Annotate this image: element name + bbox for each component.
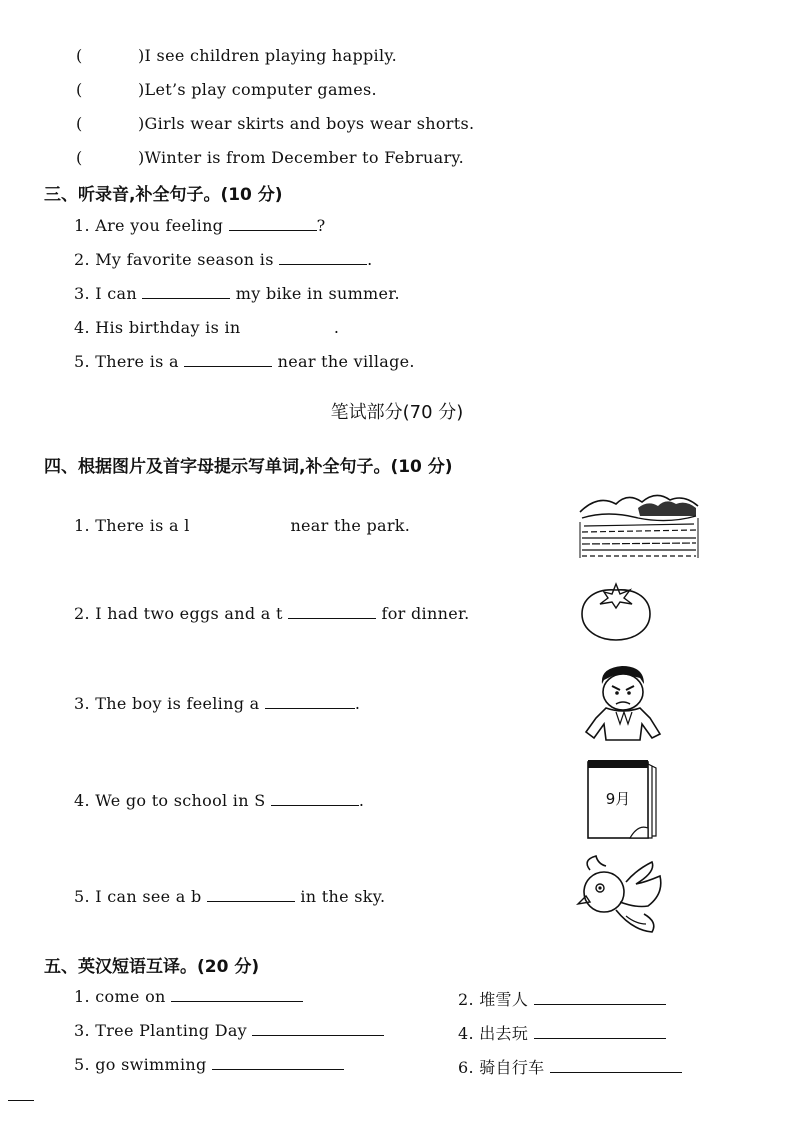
- answer-blank[interactable]: [252, 1021, 384, 1036]
- answer-blank[interactable]: [195, 516, 285, 531]
- tf-item-text: I see children playing happily.: [144, 46, 397, 65]
- tf-item: [76, 80, 377, 99]
- picture-item: [74, 604, 470, 623]
- answer-blank[interactable]: [207, 887, 295, 902]
- answer-bracket-open[interactable]: (: [76, 46, 83, 65]
- item-text-end: near the village.: [277, 352, 415, 371]
- calendar-icon: [580, 758, 662, 842]
- item-text-end: in the sky.: [300, 887, 386, 906]
- answer-bracket-close: ): [138, 114, 145, 133]
- written-part-title: 笔试部分(70 分): [330, 402, 464, 423]
- tf-item: [76, 148, 464, 167]
- answer-blank[interactable]: [534, 1024, 666, 1039]
- answer-blank[interactable]: [550, 1058, 682, 1073]
- answer-bracket-close: ): [138, 148, 145, 167]
- listening-item: [74, 318, 339, 337]
- angry-boy-icon: [582, 662, 668, 744]
- phrase-item: [458, 1021, 666, 1044]
- answer-blank[interactable]: [265, 694, 355, 709]
- phrase-item: [458, 1055, 682, 1078]
- answer-bracket-close: ): [138, 46, 145, 65]
- tomato-icon: [578, 580, 654, 644]
- listening-item: [74, 352, 415, 371]
- listening-item: [74, 250, 373, 269]
- answer-blank[interactable]: [184, 352, 272, 367]
- item-text-end: ?: [316, 216, 326, 235]
- tf-item: [76, 114, 474, 133]
- section4-heading: 四、根据图片及首字母提示写单词,补全句子。(10 分): [44, 457, 453, 477]
- item-text: 4. We go to school in S: [74, 791, 266, 810]
- picture-item: [74, 791, 364, 810]
- picture-item: [74, 887, 385, 906]
- item-text: 2. I had two eggs and a t: [74, 604, 283, 623]
- picture-item: [74, 516, 410, 535]
- answer-blank[interactable]: [271, 791, 359, 806]
- answer-bracket-open[interactable]: (: [76, 148, 83, 167]
- phrase-item: [74, 1055, 344, 1074]
- answer-blank[interactable]: [279, 250, 367, 265]
- item-text: 1. There is a l: [74, 516, 190, 535]
- section3-heading: 三、听录音,补全句子。(10 分): [44, 185, 283, 205]
- item-text-end: near the park.: [290, 516, 411, 535]
- phrase-item: [74, 987, 303, 1006]
- answer-blank[interactable]: [534, 990, 666, 1005]
- listening-item: [74, 216, 326, 235]
- item-text-end: .: [333, 318, 340, 337]
- answer-bracket-open[interactable]: (: [76, 80, 83, 99]
- item-text-end: for dinner.: [381, 604, 470, 623]
- phrase-text: 3. Tree Planting Day: [74, 1021, 248, 1040]
- listening-item: [74, 284, 400, 303]
- answer-blank[interactable]: [288, 604, 376, 619]
- item-text-end: .: [358, 791, 365, 810]
- item-text: 5. There is a: [74, 352, 179, 371]
- phrase-text: 2. 堆雪人: [458, 990, 529, 1009]
- item-text: 1. Are you feeling: [74, 216, 224, 235]
- tf-item-text: Girls wear skirts and boys wear shorts.: [144, 114, 475, 133]
- section5-heading: 五、英汉短语互译。(20 分): [44, 957, 260, 977]
- answer-blank[interactable]: [246, 318, 334, 333]
- item-text: 5. I can see a b: [74, 887, 202, 906]
- phrase-text: 1. come on: [74, 987, 166, 1006]
- answer-bracket-open[interactable]: (: [76, 114, 83, 133]
- answer-blank[interactable]: [142, 284, 230, 299]
- answer-blank[interactable]: [171, 987, 303, 1002]
- phrase-item: [458, 987, 666, 1010]
- tf-item: [76, 46, 397, 65]
- tf-item-text: Winter is from December to February.: [144, 148, 465, 167]
- phrase-text: 4. 出去玩: [458, 1024, 529, 1043]
- footer-divider: [8, 1100, 34, 1101]
- answer-bracket-close: ): [138, 80, 145, 99]
- picture-item: [74, 694, 360, 713]
- phrase-text: 5. go swimming: [74, 1055, 207, 1074]
- item-text-end: my bike in summer.: [235, 284, 400, 303]
- item-text-end: .: [367, 250, 373, 269]
- item-text: 3. I can: [74, 284, 137, 303]
- answer-blank[interactable]: [212, 1055, 344, 1070]
- item-text-end: .: [354, 694, 361, 713]
- tf-item-text: Let’s play computer games.: [144, 80, 377, 99]
- answer-blank[interactable]: [229, 216, 317, 231]
- bird-icon: [576, 852, 668, 938]
- phrase-text: 6. 骑自行车: [458, 1058, 545, 1077]
- lake-landscape-icon: [578, 488, 700, 560]
- item-text: 3. The boy is feeling a: [74, 694, 260, 713]
- phrase-item: [74, 1021, 384, 1040]
- item-text: 4. His birthday is in: [74, 318, 241, 337]
- calendar-label: 9月: [605, 790, 631, 808]
- item-text: 2. My favorite season is: [74, 250, 274, 269]
